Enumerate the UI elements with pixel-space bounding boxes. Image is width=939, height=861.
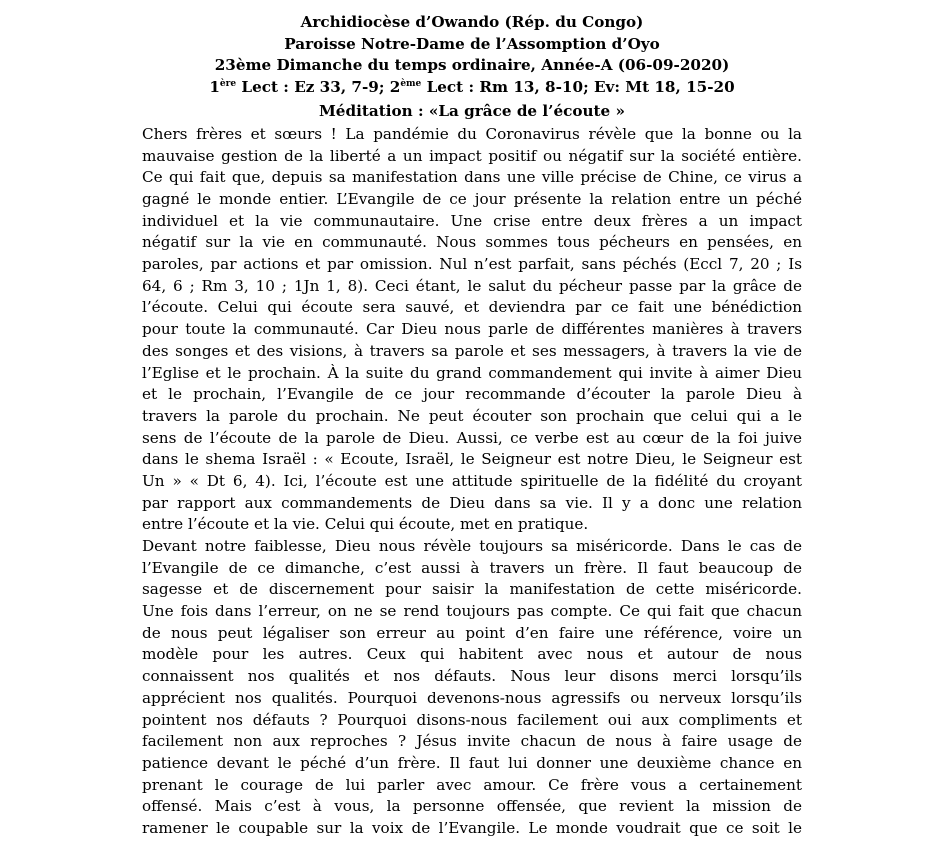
text-line: l’Eglise et le prochain. À la suite du grand commandement qui invite à aimer Dieu xyxy=(142,363,802,382)
text-line: par rapport aux commandements de Dieu dans sa vie. Il y a donc une relation xyxy=(142,493,802,512)
document-header xyxy=(142,12,802,123)
second-reading-number: 2 xyxy=(389,77,401,96)
text-line: mauvaise gestion de la liberté a un impact positif ou négatif sur la société entière. xyxy=(142,146,802,165)
archdiocese-title: Archidiocèse d’Owando (Rép. du Congo) xyxy=(300,13,644,31)
text-line: ramener le coupable sur la voix de l’Evangile. Le monde voudrait que ce soit le xyxy=(142,818,802,837)
text-line: travers la parole du prochain. Ne peut écouter son prochain que celui qui a le xyxy=(142,406,802,425)
meditation-title: Méditation : «La grâce de l’écoute » xyxy=(319,102,625,121)
second-reading-sup: ème xyxy=(400,78,422,89)
text-line: Ce qui fait que, depuis sa manifestation dans une ville précise de Chine, ce virus a xyxy=(142,168,802,187)
first-reading-number: 1 xyxy=(209,77,220,96)
text-line: Chers frères et sœurs ! La pandémie du Coronavirus révèle que la bonne ou la xyxy=(142,124,802,143)
paragraph xyxy=(142,123,802,535)
second-reading-ref: Lect : Rm 13, 8-10; Ev: Mt 18, 15-20 xyxy=(421,77,735,96)
text-line: pointent nos défauts ? Pourquoi disons-nous facilement oui aux compliments et xyxy=(142,710,802,729)
text-line: patience devant le péché d’un frère. Il faut lui donner une deuxième chance en xyxy=(142,753,802,772)
parish-title: Paroisse Notre-Dame de l’Assomption d’Oyo xyxy=(284,34,660,53)
text-line: sagesse et de discernement pour saisir la manifestation de cette miséricorde. xyxy=(142,580,802,599)
text-line: Devant notre faiblesse, Dieu nous révèle toujours sa miséricorde. Dans le cas de xyxy=(142,537,802,556)
text-line: Un » « Dt 6, 4). Ici, l’écoute est une attitude spirituelle de la fidélité du croyant xyxy=(142,471,802,490)
text-line: l’Evangile de ce dimanche, c’est aussi à travers un frère. Il faut beaucoup de xyxy=(142,558,802,577)
text-line: connaissent nos qualités et nos défauts. Nous leur disons merci lorsqu’ils xyxy=(142,667,802,686)
paragraph xyxy=(142,535,802,839)
text-line: l’écoute. Celui qui écoute sera sauvé, et deviendra par ce fait une bénédiction xyxy=(142,298,802,317)
text-line: modèle pour les autres. Ceux qui habitent avec nous et autour de nous xyxy=(142,645,802,664)
text-line: individuel et la vie communautaire. Une crise entre deux frères a un impact xyxy=(142,211,802,230)
text-line: offensé. Mais c’est à vous, la personne offensée, que revient la mission de xyxy=(142,797,802,816)
text-line: prenant le courage de lui parler avec amour. Ce frère vous a certainement xyxy=(142,775,802,794)
document-body xyxy=(142,123,802,839)
text-line: Une fois dans l’erreur, on ne se rend toujours pas compte. Ce qui fait que chacun xyxy=(142,602,802,621)
liturgical-date: 23ème Dimanche du temps ordinaire, Année-A (06-09-2020) xyxy=(214,56,730,75)
text-line: 64, 6 ; Rm 3, 10 ; 1Jn 1, 8). Ceci étant, le salut du pécheur passe par la grâce de xyxy=(142,276,802,295)
text-line: négatif sur la vie en communauté. Nous sommes tous pécheurs en pensées, en xyxy=(142,233,802,252)
text-line: sens de l’écoute de la parole de Dieu. Aussi, ce verbe est au cœur de la foi juive xyxy=(142,428,802,447)
text-line: pour toute la communauté. Car Dieu nous parle de différentes manières à travers xyxy=(142,320,802,339)
text-line: apprécient nos qualités. Pourquoi devenons-nous agressifs ou nerveux lorsqu’ils xyxy=(142,688,802,707)
text-line: gagné le monde entier. L’Evangile de ce jour présente la relation entre un péché xyxy=(142,190,802,209)
text-line: paroles, par actions et par omission. Nul n’est parfait, sans péchés (Eccl 7, 20 ; Is xyxy=(142,255,802,274)
text-line: et le prochain, l’Evangile de ce jour recommande d’écouter la parole Dieu à xyxy=(142,385,802,404)
readings-line xyxy=(142,77,802,102)
text-line: facilement non aux reproches ? Jésus invite chacun de nous à faire usage de xyxy=(142,732,802,751)
first-reading-ref: Lect : Ez 33, 7-9; xyxy=(236,77,390,96)
first-reading-sup: ère xyxy=(219,78,237,89)
text-line: de nous peut légaliser son erreur au point d’en faire une référence, voire un xyxy=(142,623,802,642)
text-line: dans le shema Israël : « Ecoute, Israël, le Seigneur est notre Dieu, le Seigneur est xyxy=(142,450,802,469)
document-page xyxy=(142,12,802,839)
text-line: entre l’écoute et la vie. Celui qui écoute, met en pratique. xyxy=(142,515,589,534)
text-line: des songes et des visions, à travers sa parole et ses messagers, à travers la vie de xyxy=(142,341,802,360)
